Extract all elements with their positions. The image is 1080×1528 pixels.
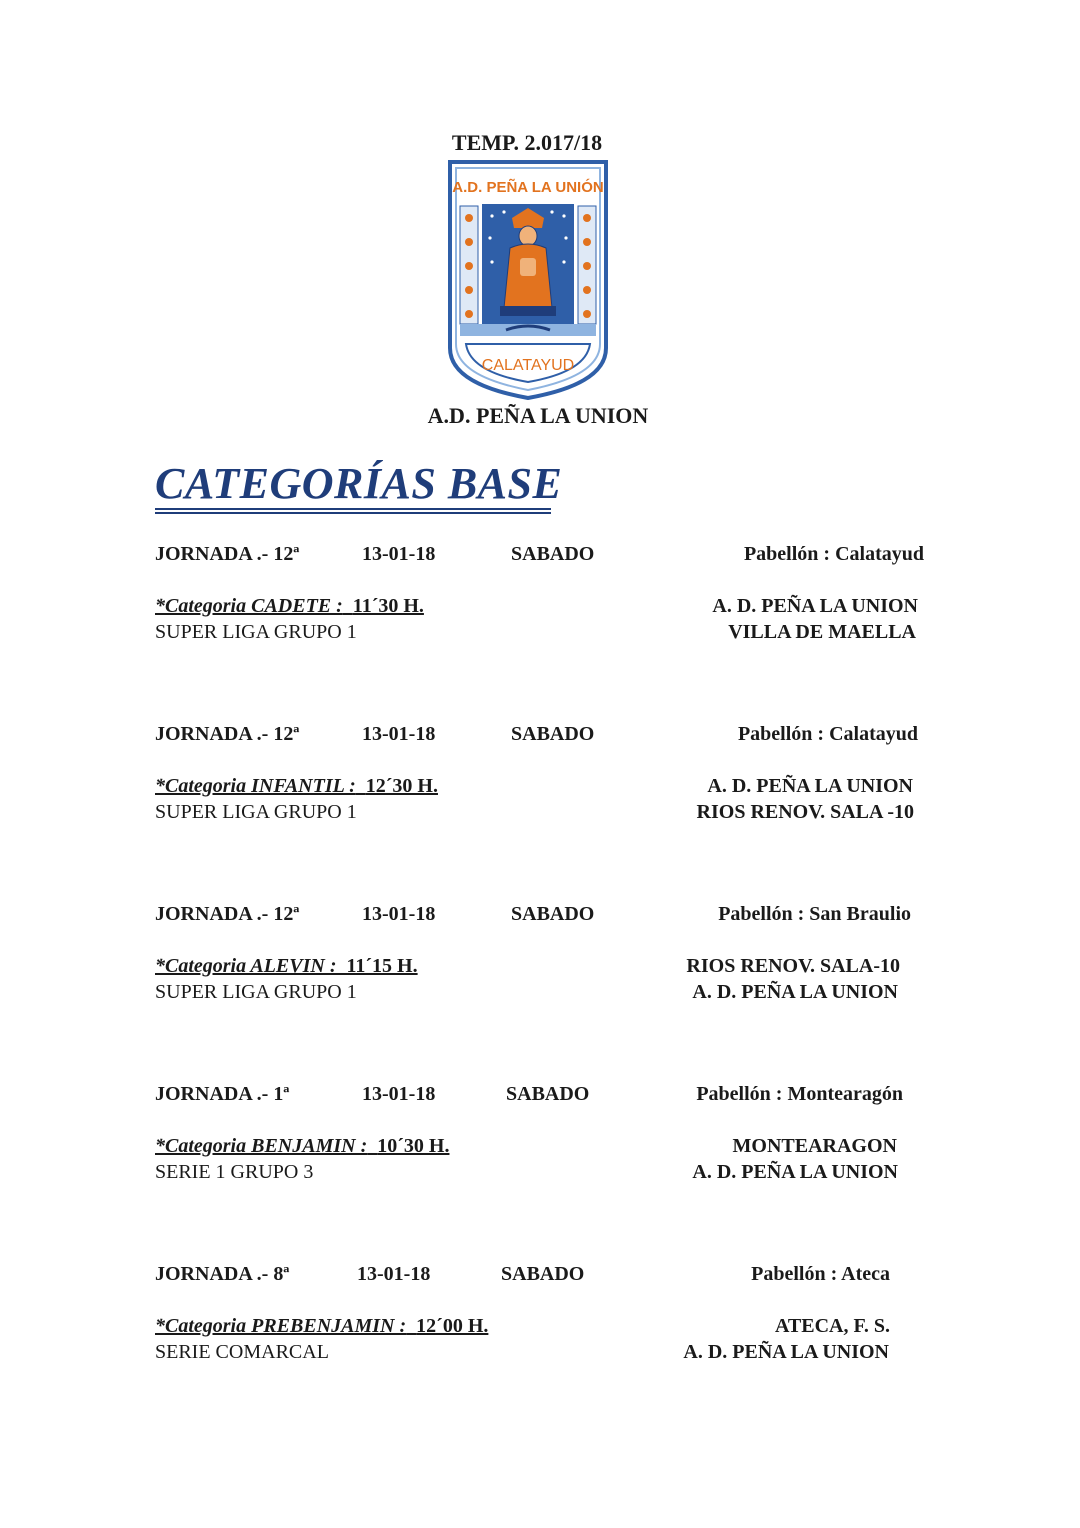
title-underline (155, 508, 551, 510)
match-venue: Pabellón : Ateca (751, 1263, 890, 1285)
match-day: SABADO (511, 543, 595, 565)
match-venue: Pabellón : San Braulio (718, 903, 911, 925)
crest-top-text: A.D. PEÑA LA UNIÓN (452, 179, 604, 196)
match-time: 11´30 H. (352, 595, 424, 617)
match-block (0, 722, 1080, 832)
jornada-label: JORNADA .- 1ª (155, 1083, 290, 1105)
club-name: A.D. PEÑA LA UNION (427, 403, 649, 428)
league-label: SUPER LIGA GRUPO 1 (155, 801, 357, 823)
league-label: SERIE COMARCAL (155, 1341, 329, 1363)
jornada-label: JORNADA .- 12ª (155, 903, 300, 925)
match-block (0, 1082, 1080, 1192)
category-label: *Categoria PREBENJAMIN : 12´00 H. (155, 1315, 489, 1337)
match-date: 13-01-18 (362, 723, 436, 745)
home-team: RIOS RENOV. SALA-10 (686, 955, 900, 977)
match-time: 12´00 H. (416, 1315, 489, 1337)
category-label: *Categoria CADETE : 11´30 H. (155, 595, 424, 617)
home-team: MONTEARAGON (732, 1135, 897, 1157)
jornada-label: JORNADA .- 12ª (155, 543, 300, 565)
home-team: A. D. PEÑA LA UNION (712, 595, 918, 617)
match-date: 13-01-18 (357, 1263, 431, 1285)
match-day: SABADO (506, 1083, 590, 1105)
league-label: SUPER LIGA GRUPO 1 (155, 621, 357, 643)
section-title: CATEGORÍAS BASE (155, 459, 563, 508)
jornada-label: JORNADA .- 8ª (155, 1263, 290, 1285)
club-crest-logo (446, 158, 610, 402)
home-team: A. D. PEÑA LA UNION (707, 775, 913, 797)
match-block (0, 1262, 1080, 1372)
league-label: SUPER LIGA GRUPO 1 (155, 981, 357, 1003)
match-day: SABADO (511, 723, 595, 745)
match-time: 11´15 H. (346, 955, 418, 977)
jornada-label: JORNADA .- 12ª (155, 723, 300, 745)
match-date: 13-01-18 (362, 1083, 436, 1105)
match-day: SABADO (501, 1263, 585, 1285)
category-label: *Categoria BENJAMIN : 10´30 H. (155, 1135, 450, 1157)
league-label: SERIE 1 GRUPO 3 (155, 1161, 314, 1183)
away-team: A. D. PEÑA LA UNION (692, 1161, 898, 1183)
away-team: VILLA DE MAELLA (728, 621, 916, 643)
match-date: 13-01-18 (362, 903, 436, 925)
away-team: A. D. PEÑA LA UNION (692, 981, 898, 1003)
match-venue: Pabellón : Montearagón (696, 1083, 903, 1105)
match-venue: Pabellón : Calatayud (743, 543, 924, 565)
crest-bottom-text: CALATAYUD (481, 357, 575, 374)
category-label: *Categoria INFANTIL : 12´30 H. (155, 775, 438, 797)
title-underline (155, 512, 551, 514)
match-time: 12´30 H. (365, 775, 438, 797)
away-team: A. D. PEÑA LA UNION (683, 1341, 889, 1363)
match-venue: Pabellón : Calatayud (737, 723, 918, 745)
away-team: RIOS RENOV. SALA -10 (696, 801, 914, 823)
match-block (0, 902, 1080, 1012)
match-date: 13-01-18 (362, 543, 436, 565)
match-time: 10´30 H. (377, 1135, 450, 1157)
home-team: ATECA, F. S. (774, 1315, 890, 1337)
category-label: *Categoria ALEVIN : 11´15 H. (155, 955, 418, 977)
season-label: TEMP. 2.017/18 (451, 130, 603, 155)
match-block (0, 542, 1080, 652)
match-day: SABADO (511, 903, 595, 925)
